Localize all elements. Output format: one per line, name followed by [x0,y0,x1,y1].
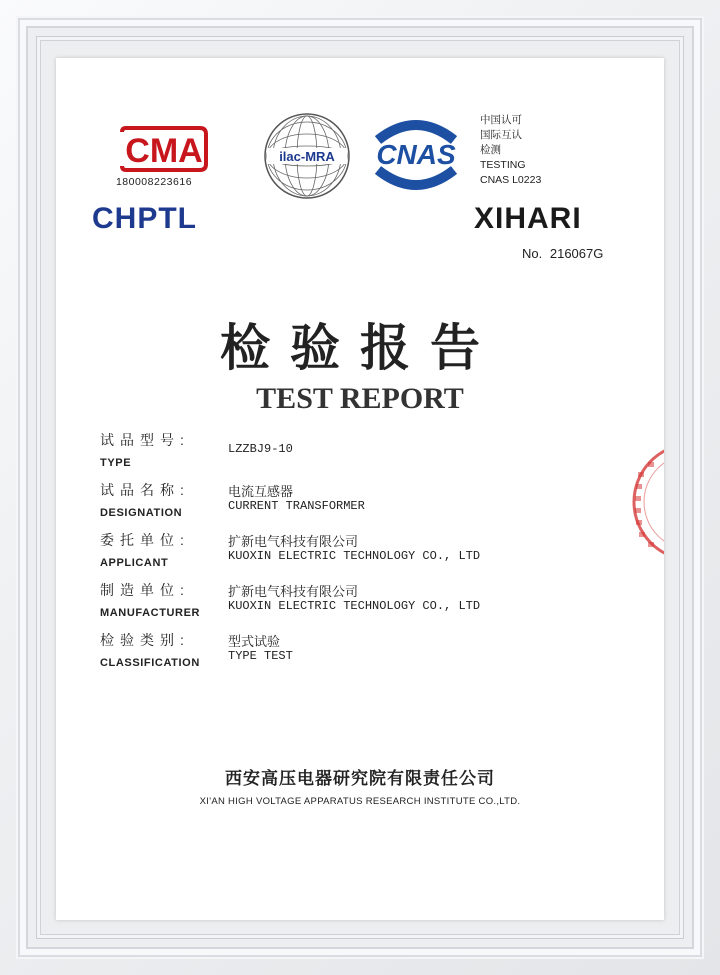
cnas-logo-icon [368,116,464,194]
cnas-accreditation-text [480,113,600,188]
cnas-line: TESTING [480,159,526,171]
field-label-type-en: TYPE [100,457,132,469]
cma-number: 180008223616 [115,176,193,188]
xihari-brand: XIHARI [474,202,582,235]
field-value-classification-en: TYPE TEST [228,649,293,663]
field-label-manufacturer-en: MANUFACTURER [100,607,201,619]
institute-name-cn: 西安高压电器研究院有限责任公司 [225,769,495,788]
institute-name-en: XI'AN HIGH VOLTAGE APPARATUS RESEARCH INSTITUTE CO.,LTD. [199,796,521,807]
field-value-applicant-en: KUOXIN ELECTRIC TECHNOLOGY CO., LTD [228,549,481,563]
report-number-label: No. [522,246,543,261]
certificate-paper [56,58,664,920]
cnas-line: 中国认可 [480,114,522,126]
field-label-classification-cn: 检验类别: [100,632,190,648]
chptl-brand: CHPTL [92,202,197,235]
field-value-designation-en: CURRENT TRANSFORMER [228,499,365,513]
cnas-line: 国际互认 [480,129,522,141]
field-label-applicant-cn: 委托单位: [100,532,190,548]
cma-logo-icon [114,124,214,174]
field-value-classification-cn: 型式试验 [228,634,281,649]
svg-text:CNAS: CNAS [376,139,456,170]
report-number [522,246,603,261]
field-label-applicant-en: APPLICANT [100,557,169,569]
field-value-designation-cn: 电流互感器 [228,484,294,499]
ilac-mra-logo-icon [261,110,353,202]
field-value-type: LZZBJ9-10 [228,442,293,456]
field-value-manufacturer-cn: 扩新电气科技有限公司 [228,584,359,599]
svg-text:CMA: CMA [125,132,203,170]
cnas-line: CNAS L0223 [480,174,542,186]
cnas-line: 检测 [480,144,501,156]
report-number-value: 216067G [549,246,604,261]
svg-text:ilac-MRA: ilac-MRA [279,149,335,164]
title-english: TEST REPORT [256,382,464,415]
field-value-manufacturer-en: KUOXIN ELECTRIC TECHNOLOGY CO., LTD [228,599,481,613]
field-label-designation-cn: 试品名称: [100,482,190,498]
red-seal-stamp-icon [630,432,664,572]
field-label-type-cn: 试品型号: [100,432,190,448]
title-chinese: 检验报告 [220,319,500,377]
field-label-manufacturer-cn: 制造单位: [100,582,190,598]
field-value-applicant-cn: 扩新电气科技有限公司 [228,534,359,549]
field-label-designation-en: DESIGNATION [100,507,183,519]
field-label-classification-en: CLASSIFICATION [100,657,200,669]
